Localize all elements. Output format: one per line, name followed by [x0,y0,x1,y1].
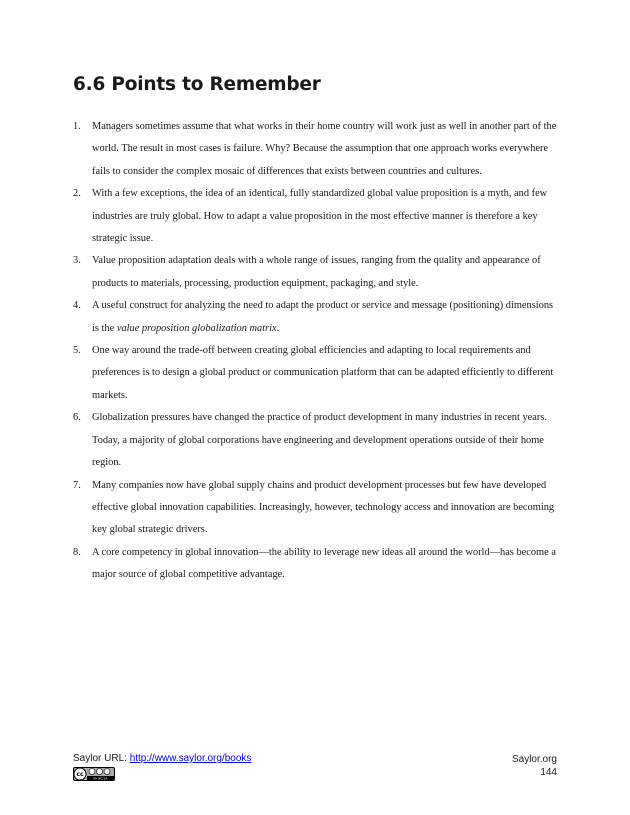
list-item [73,295,559,340]
page-title: 6.6 Points to Remember [73,74,321,95]
list-item-text: . [276,322,280,334]
list-item-text: Many companies now have global supply chains and product development processes but few have developed effective global innovation capabilities. Increasingly, however, technology access and innovation are becoming key global strategic drivers. [92,479,555,536]
list-item [73,250,559,295]
list-item [73,183,559,250]
footer-url-label: Saylor URL: [73,753,130,764]
cc-badge-caption: BY NC SA [93,776,108,781]
list-item [73,542,559,587]
list-item [73,475,559,542]
list-item-number: 1. [73,121,81,132]
cc-nc-icon [97,769,103,775]
list-item-text: Value proposition adaptation deals with a whole range of issues, ranging from the quality and appearance of products to materials, processing, production equipment, packaging, and style. [92,255,541,289]
points-list [73,116,559,587]
footer-site-info [512,753,557,779]
list-item-number: 4. [73,300,81,312]
list-item-number: 7. [73,479,81,491]
list-item [73,116,559,183]
list-item-text: A core competency in global innovation—the ability to leverage new ideas all around the world—has become a major source of global competitive advantage. [92,546,556,581]
list-item-text: Managers sometimes assume that what works in their home country will work just as well in another part of the world. The result in most cases is failure. Why? Because the assumption that one approach works everywhere fails to consider the complex mosaic of differences that exists between countries and cultures. [92,121,557,177]
list-item-text: A useful construct for analyzing the need to adapt the product or service and message (positioning) dimensions is the [92,300,554,334]
cc-badge-label: cc [76,771,84,779]
list-item [73,340,559,407]
list-item-number: 5. [73,345,81,357]
page-number: 144 [540,767,557,778]
creative-commons-license-icon [73,767,115,781]
footer-source [73,753,251,764]
list-item-number: 2. [73,188,81,200]
list-item-text: With a few exceptions, the idea of an identical, fully standardized global value proposition is a myth, and few industries are truly global. How to adapt a value proposition in the most effective manner is therefore a key strategic issue. [92,188,548,245]
cc-by-icon [89,769,95,775]
list-item-text: One way around the trade-off between creating global efficiencies and adapting to local requirements and preferences is to design a global product or communication platform that can be adapted efficiently to different markets. [92,345,554,401]
footer-site-name: Saylor.org [511,754,557,765]
list-item-text: Globalization pressures have changed the practice of product development in many industries in recent years. Today, a majority of global corporations have engineering and development operations outside of their home region. [92,412,548,469]
list-item-number: 8. [73,546,81,558]
list-item-emphasis: value proposition globalization matrix [116,322,277,334]
list-item [73,407,559,474]
list-item-number: 6. [73,412,81,424]
footer-url-link[interactable]: http://www.saylor.org/books [129,753,252,764]
cc-sa-icon [104,769,110,775]
list-item-number: 3. [73,255,81,267]
